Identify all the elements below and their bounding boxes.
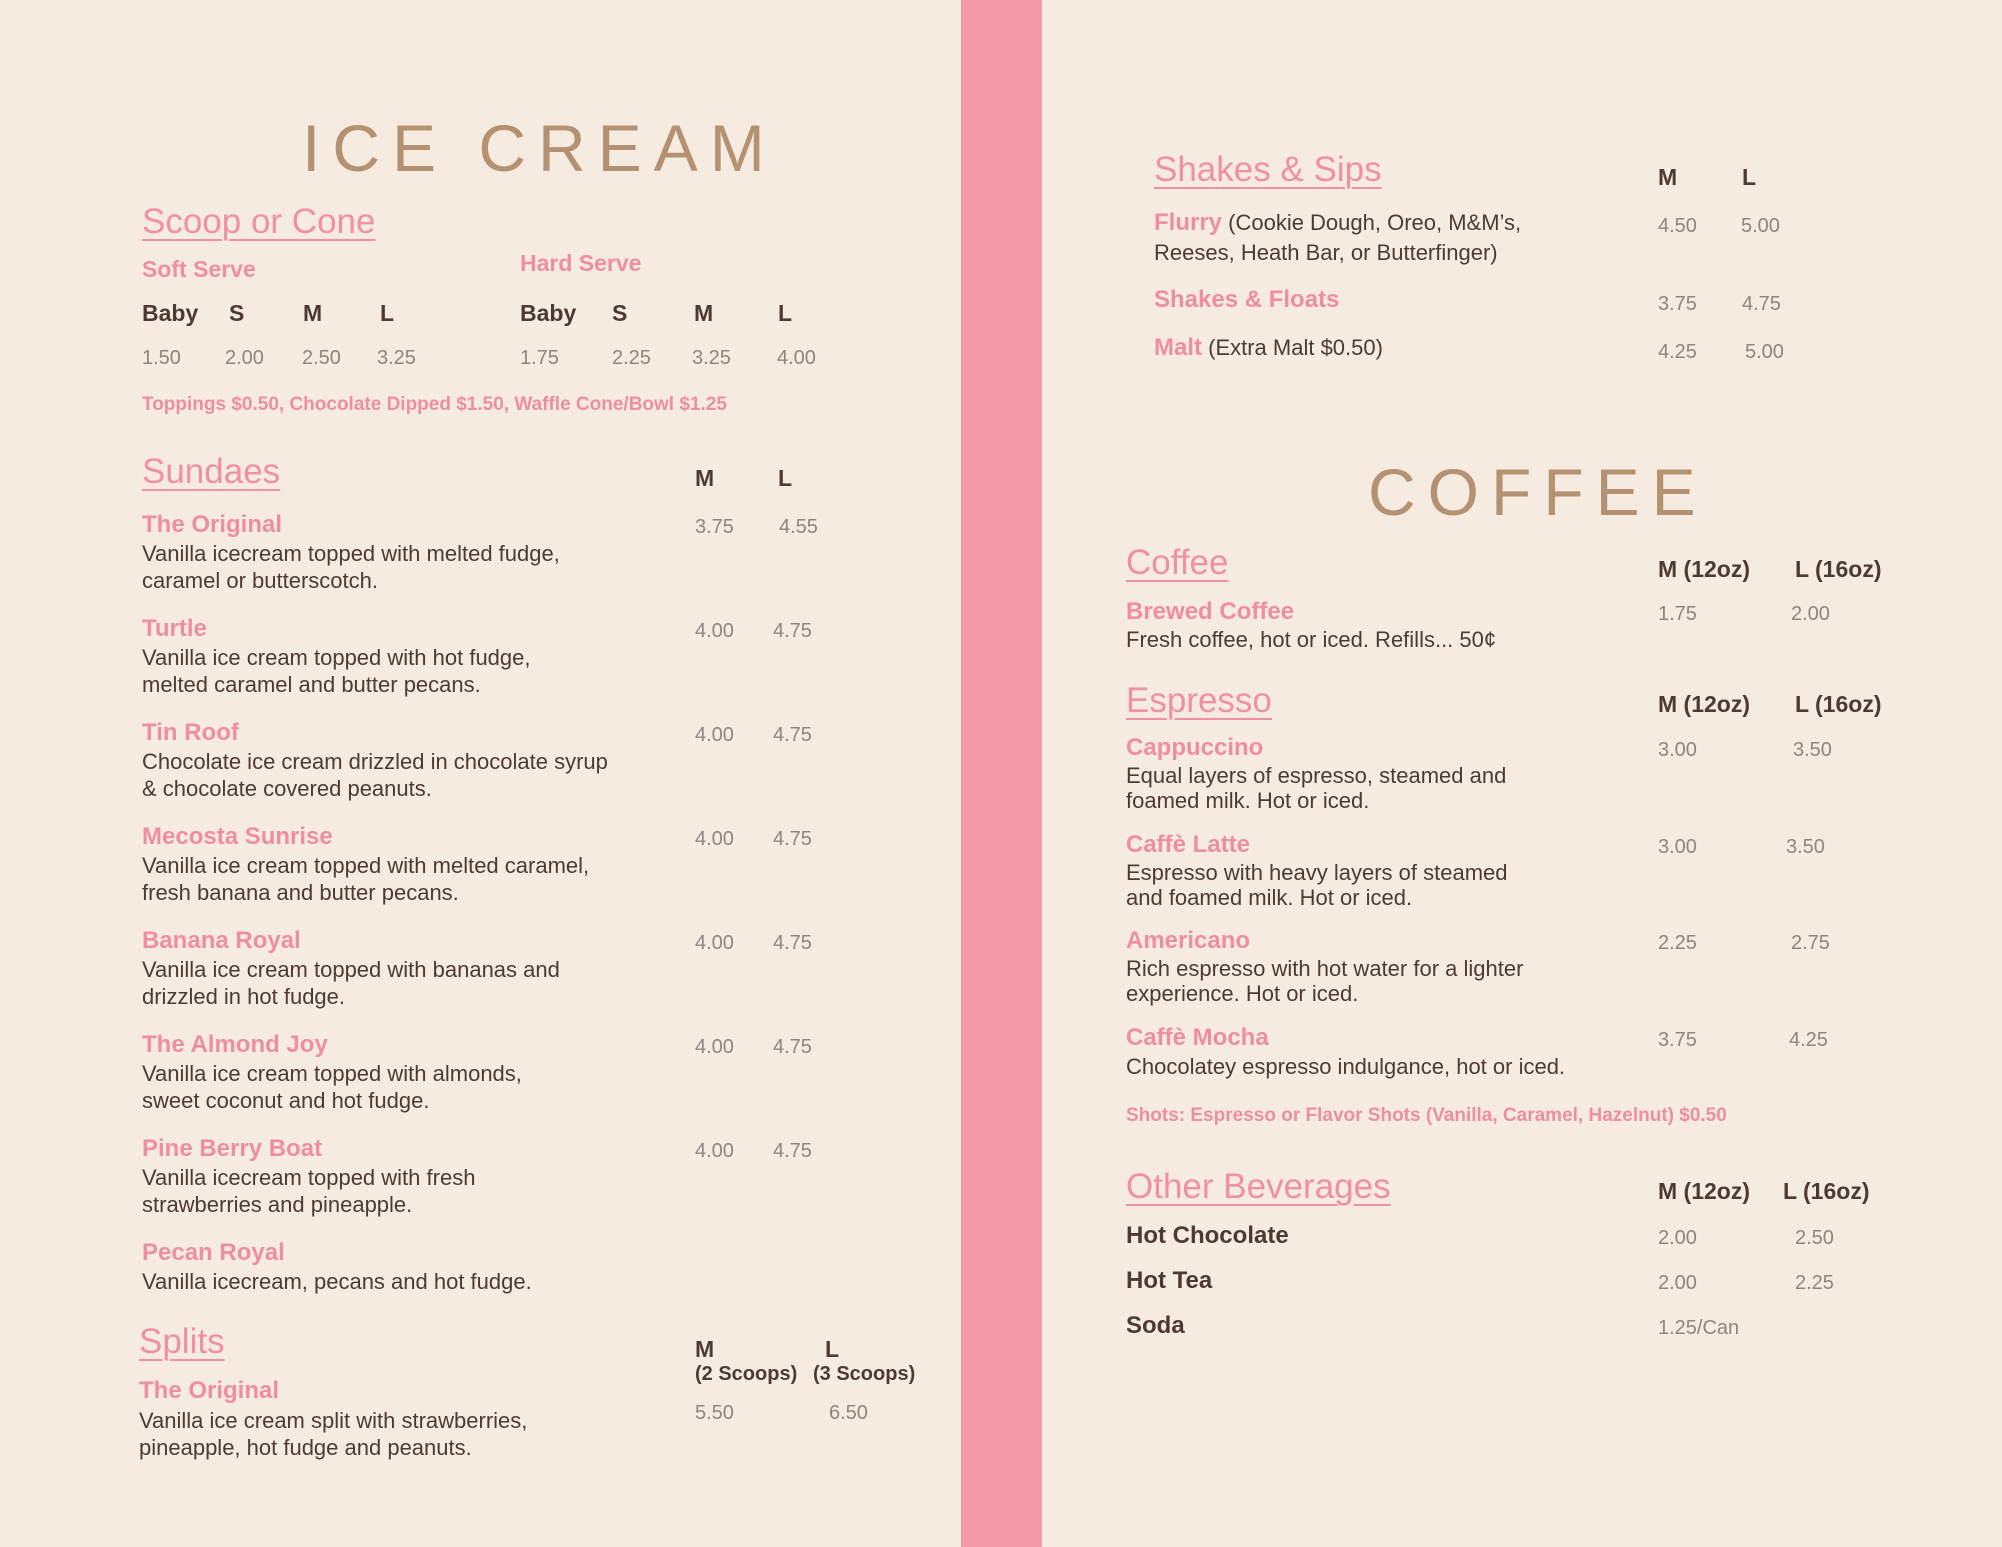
- floats-price-m: 3.75: [1658, 293, 1697, 315]
- splits-col-l: L: [825, 1336, 840, 1362]
- beverage-price-m: 1.25/Can: [1658, 1317, 1740, 1339]
- sundae-desc: Vanilla icecream topped with melted fudge, caramel or butterscotch.: [142, 541, 560, 593]
- brewed-coffee-desc: Fresh coffee, hot or iced. Refills... 50¢: [1126, 627, 1497, 652]
- espresso-price-m: 2.25: [1658, 932, 1697, 954]
- espresso-name: Cappuccino: [1126, 734, 1264, 761]
- sundae-desc: Vanilla ice cream topped with melted caramel, fresh banana and butter pecans.: [142, 853, 590, 905]
- brewed-coffee-price-m: 1.75: [1658, 603, 1697, 625]
- coffee-title: COFFEE: [1368, 455, 1708, 529]
- soft-price-l: 3.25: [377, 347, 416, 369]
- sundae-price-l: 4.75: [773, 828, 812, 850]
- flurry-price-l: 5.00: [1741, 215, 1780, 237]
- sundae-price-m: 4.00: [695, 828, 734, 850]
- malt-price-l: 5.00: [1745, 341, 1784, 363]
- hard-size-s: S: [612, 300, 628, 326]
- espresso-price-l: 3.50: [1786, 836, 1825, 858]
- sundae-name: The Original: [142, 511, 283, 538]
- brewed-coffee-price-l: 2.00: [1791, 603, 1830, 625]
- ice-cream-title: ICE CREAM: [302, 111, 777, 185]
- split-desc: Vanilla ice cream split with strawberries, pineapple, hot fudge and peanuts.: [139, 1408, 528, 1460]
- sundae-desc: Chocolate ice cream drizzled in chocolate syrup & chocolate covered peanuts.: [142, 749, 608, 801]
- malt-price-m: 4.25: [1658, 341, 1697, 363]
- espresso-price-m: 3.75: [1658, 1029, 1697, 1051]
- soft-price-s: 2.00: [225, 347, 264, 369]
- sundae-name: Mecosta Sunrise: [142, 823, 333, 850]
- flurry-line: [1154, 209, 1521, 237]
- sundae-desc: Vanilla ice cream topped with bananas and drizzled in hot fudge.: [142, 957, 560, 1009]
- hard-serve-label: Hard Serve: [520, 250, 642, 276]
- splits-col-m: M: [695, 1336, 715, 1362]
- sundae-price-l: 4.75: [773, 932, 812, 954]
- hard-size-m: M: [694, 300, 714, 326]
- flurry-name: Flurry: [1154, 209, 1223, 236]
- sundae-price-m: 4.00: [695, 1140, 734, 1162]
- sundae-desc: Vanilla ice cream topped with hot fudge, melted caramel and butter pecans.: [142, 645, 531, 697]
- sundae-name: Tin Roof: [142, 719, 239, 746]
- split-name: The Original: [139, 1377, 280, 1404]
- toppings-note: Toppings $0.50, Chocolate Dipped $1.50, Waffle Cone/Bowl $1.25: [142, 394, 727, 415]
- brewed-coffee-name: Brewed Coffee: [1126, 598, 1295, 625]
- coffee-col-l: L (16oz): [1795, 556, 1882, 582]
- espresso-price-m: 3.00: [1658, 739, 1697, 761]
- hard-price-l: 4.00: [777, 347, 816, 369]
- soft-size-s: S: [229, 300, 245, 326]
- sundae-price-l: 4.75: [773, 1140, 812, 1162]
- split-price-l: 6.50: [829, 1402, 868, 1424]
- shots-note: Shots: Espresso or Flavor Shots (Vanilla, Caramel, Hazelnut) $0.50: [1126, 1105, 1727, 1126]
- hard-price-m: 3.25: [692, 347, 731, 369]
- soft-size-m: M: [303, 300, 323, 326]
- beverage-name: Soda: [1126, 1312, 1185, 1339]
- sundae-desc: Vanilla icecream topped with fresh strawberries and pineapple.: [142, 1165, 476, 1217]
- sundae-price-l: 4.75: [773, 1036, 812, 1058]
- other-section-title: Other Beverages: [1126, 1167, 1391, 1206]
- espresso-desc: Equal layers of espresso, steamed and foamed milk. Hot or iced.: [1126, 763, 1507, 813]
- malt-desc: (Extra Malt $0.50): [1202, 335, 1383, 360]
- sundae-price-m: 3.75: [695, 516, 734, 538]
- shakes-section-title: Shakes & Sips: [1154, 150, 1382, 189]
- sundae-desc: Vanilla ice cream topped with almonds, sweet coconut and hot fudge.: [142, 1061, 522, 1113]
- sundae-price-m: 4.00: [695, 1036, 734, 1058]
- soft-size-baby: Baby: [142, 300, 199, 326]
- sundae-name: Turtle: [142, 615, 207, 642]
- hard-size-l: L: [778, 300, 793, 326]
- sundae-name: The Almond Joy: [142, 1031, 328, 1058]
- shakes-col-m: M: [1658, 164, 1678, 190]
- espresso-desc: Rich espresso with hot water for a lighter experience. Hot or iced.: [1126, 956, 1524, 1006]
- other-col-m: M (12oz): [1658, 1178, 1750, 1204]
- hard-price-s: 2.25: [612, 347, 651, 369]
- malt-name: Malt: [1154, 334, 1202, 361]
- beverage-name: Hot Tea: [1126, 1267, 1213, 1294]
- beverage-price-m: 2.00: [1658, 1272, 1697, 1294]
- espresso-col-l: L (16oz): [1795, 691, 1882, 717]
- sundaes-col-m: M: [695, 465, 715, 491]
- floats-name: Shakes & Floats: [1154, 286, 1340, 313]
- splits-col-m-sub: (2 Scoops): [695, 1363, 798, 1385]
- split-price-m: 5.50: [695, 1402, 734, 1424]
- sundae-price-l: 4.75: [773, 724, 812, 746]
- floats-price-l: 4.75: [1742, 293, 1781, 315]
- sundae-name: Pecan Royal: [142, 1239, 285, 1266]
- espresso-section-title: Espresso: [1126, 681, 1272, 720]
- center-divider-stripe: [961, 0, 1042, 1547]
- beverage-price-l: 2.50: [1795, 1227, 1834, 1249]
- malt-line: [1154, 334, 1383, 362]
- coffee-section-title: Coffee: [1126, 543, 1229, 582]
- sundae-name: Pine Berry Boat: [142, 1135, 323, 1162]
- soft-size-l: L: [380, 300, 395, 326]
- flurry-price-m: 4.50: [1658, 215, 1697, 237]
- shakes-col-l: L: [1742, 164, 1757, 190]
- sundae-price-m: 4.00: [695, 620, 734, 642]
- espresso-name: Americano: [1126, 927, 1251, 954]
- espresso-price-l: 2.75: [1791, 932, 1830, 954]
- other-col-l: L (16oz): [1783, 1178, 1870, 1204]
- sundae-price-l: 4.55: [779, 516, 818, 538]
- espresso-desc: Espresso with heavy layers of steamed and foamed milk. Hot or iced.: [1126, 860, 1508, 910]
- beverage-price-m: 2.00: [1658, 1227, 1697, 1249]
- beverage-price-l: 2.25: [1795, 1272, 1834, 1294]
- sundae-desc: Vanilla icecream, pecans and hot fudge.: [142, 1269, 532, 1294]
- scoop-section-title: Scoop or Cone: [142, 202, 376, 241]
- sundae-name: Banana Royal: [142, 927, 301, 954]
- splits-section-title: Splits: [139, 1322, 225, 1361]
- soft-price-baby: 1.50: [142, 347, 181, 369]
- sundae-price-m: 4.00: [695, 724, 734, 746]
- espresso-name: Caffè Latte: [1126, 831, 1251, 858]
- soft-serve-label: Soft Serve: [142, 256, 256, 282]
- espresso-name: Caffè Mocha: [1126, 1024, 1269, 1051]
- splits-col-l-sub: (3 Scoops): [813, 1363, 916, 1385]
- sundaes-col-l: L: [778, 465, 793, 491]
- espresso-price-m: 3.00: [1658, 836, 1697, 858]
- espresso-desc: Chocolatey espresso indulgance, hot or iced.: [1126, 1054, 1566, 1079]
- hard-price-baby: 1.75: [520, 347, 559, 369]
- beverage-name: Hot Chocolate: [1126, 1222, 1289, 1249]
- coffee-col-m: M (12oz): [1658, 556, 1750, 582]
- espresso-col-m: M (12oz): [1658, 691, 1750, 717]
- flurry-desc: (Cookie Dough, Oreo, M&M’s,: [1222, 210, 1522, 235]
- sundae-price-m: 4.00: [695, 932, 734, 954]
- espresso-price-l: 4.25: [1789, 1029, 1828, 1051]
- sundae-price-l: 4.75: [773, 620, 812, 642]
- sundaes-section-title: Sundaes: [142, 452, 281, 491]
- soft-price-m: 2.50: [302, 347, 341, 369]
- hard-size-baby: Baby: [520, 300, 577, 326]
- espresso-price-l: 3.50: [1793, 739, 1832, 761]
- flurry-desc-line2: Reeses, Heath Bar, or Butterfinger): [1154, 240, 1498, 265]
